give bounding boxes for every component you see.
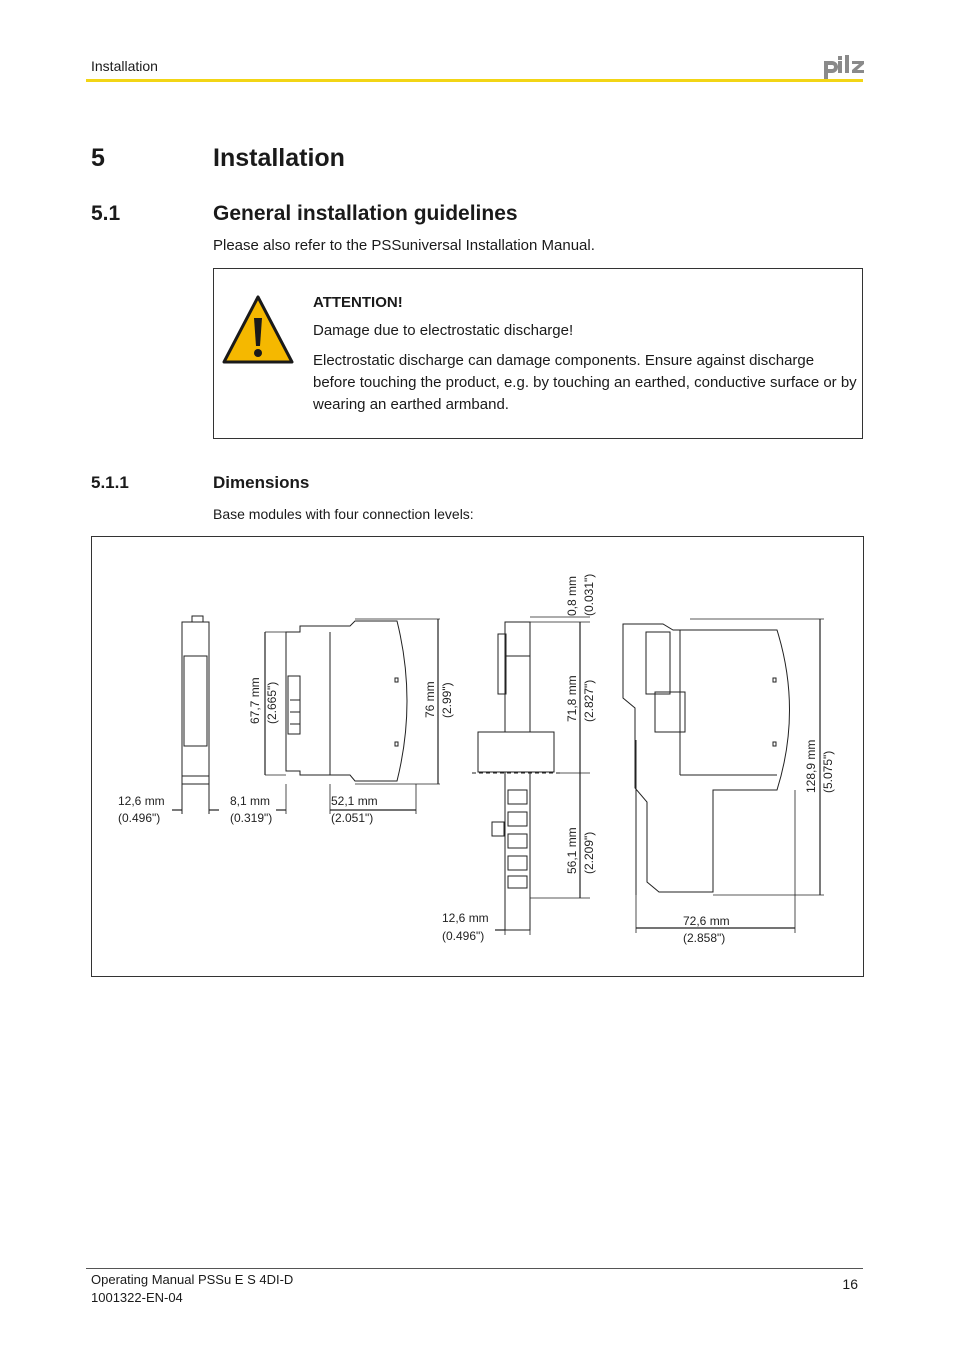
dim-label-72-6-in: (2.858") [683,931,726,945]
pilz-logo [822,53,866,81]
dim-label-depth-mm: 52,1 mm [331,794,378,808]
attention-body: Electrostatic discharge can damage components. Ensure against discharge before touching the product, e.g. by touching an earthed, conductive surface or by wearing an earthed armband. [313,352,857,413]
dim-label-56-1-mm: 56,1 mm [565,827,579,874]
dim-label-56-1-in: (2.209") [582,831,596,874]
chapter-number: 5 [91,144,105,172]
footer-doc-number: 1001322-EN-04 [91,1290,183,1305]
side-view-with-base [623,624,790,895]
intro-text: Please also refer to the PSSuniversal Installation Manual. [213,237,595,254]
front-view-module [182,616,209,814]
section-number: 5.1 [91,202,121,225]
subsection-number: 5.1.1 [91,473,129,492]
footer-info [91,1271,293,1307]
dimension-drawing [91,536,864,977]
dim-label-71-8-in: (2.827") [582,679,596,722]
dim-label-gap-in: (0.031") [582,573,596,616]
footer-rule [86,1268,863,1269]
header-section-title: Installation [91,58,158,74]
dim-label-base-width-mm: 12,6 mm [442,911,489,925]
attention-subtitle: Damage due to electrostatic discharge! [313,322,574,339]
side-view-module [286,621,407,781]
chapter-title: Installation [213,144,345,172]
attention-title: ATTENTION! [313,294,403,311]
dim-label-base-width-in: (0.496") [442,929,485,943]
dim-label-front-width-in: (0.496") [118,811,161,825]
dim-label-128-9-mm: 128,9 mm [804,739,818,793]
dim-label-67-7-in: (2.665") [265,681,279,724]
page-number: 16 [842,1276,858,1292]
warning-triangle-icon [221,294,295,366]
dim-label-67-7-mm: 67,7 mm [248,677,262,724]
footer-manual-title: Operating Manual PSSu E S 4DI-D [91,1272,294,1287]
dim-label-gap-mm: 0,8 mm [565,575,579,616]
dimensions-intro: Base modules with four connection levels: [213,506,474,522]
dim-label-76-mm: 76 mm [423,681,437,718]
module-with-base-front [472,622,560,930]
dim-label-76-in: (2.99") [440,682,454,718]
dim-label-71-8-mm: 71,8 mm [565,675,579,722]
dim-label-128-9-in: (5.075") [821,750,835,793]
dim-label-72-6-mm: 72,6 mm [683,914,730,928]
dim-label-offset-mm: 8,1 mm [230,794,271,808]
dim-label-offset-in: (0.319") [230,811,273,825]
dim-label-depth-in: (2.051") [331,811,374,825]
section-title: General installation guidelines [213,202,518,225]
header-rule [86,79,863,82]
dim-label-front-width-mm: 12,6 mm [118,794,165,808]
subsection-title: Dimensions [213,473,310,492]
